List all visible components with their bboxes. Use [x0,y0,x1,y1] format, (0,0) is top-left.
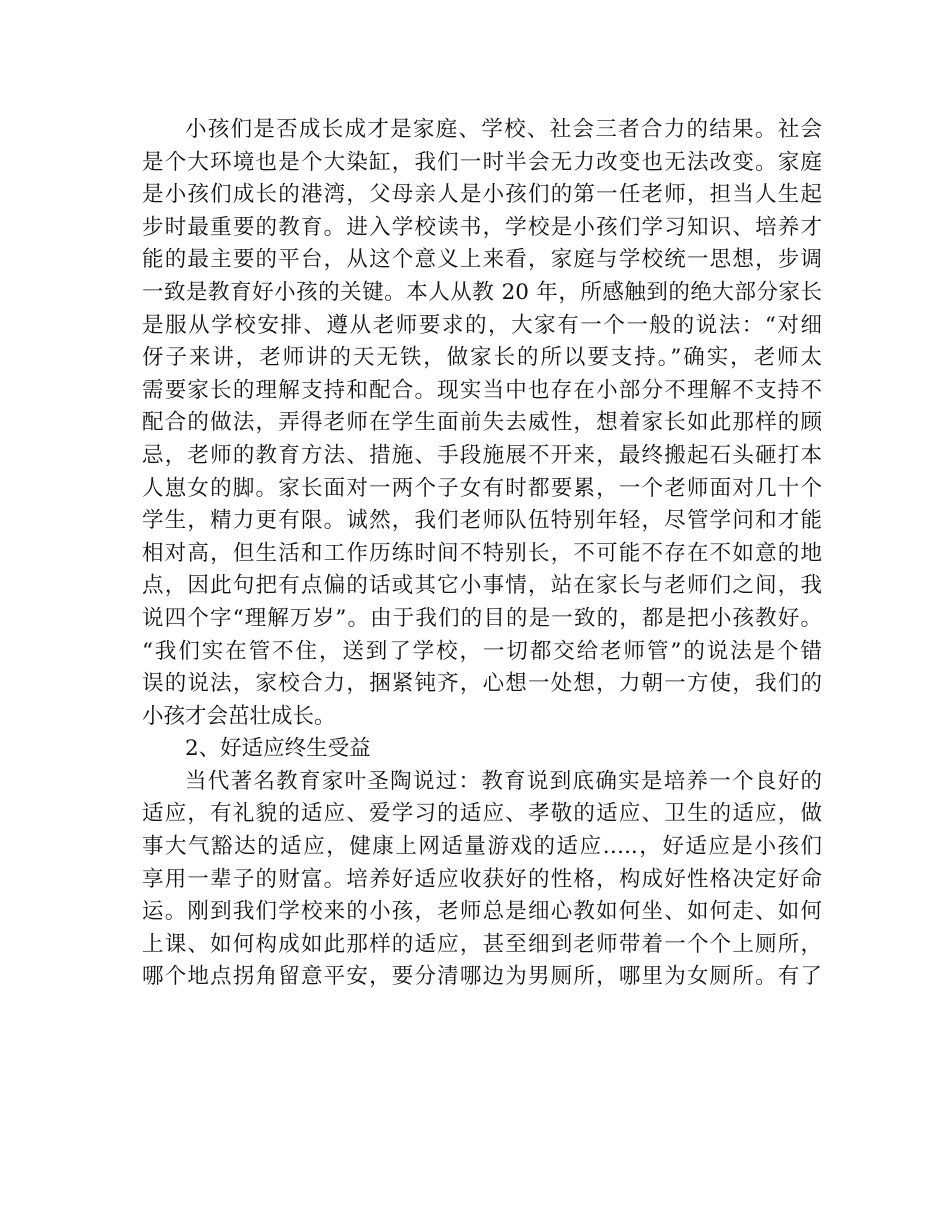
text-line: “我们实在管不住，送到了学校，一切都交给老师管”的说法是个错 [142,638,822,664]
body-text [142,114,822,994]
text-line: 小孩才会茁壮成长。 [142,703,336,729]
text-line: 学生，精力更有限。诚然，我们老师队伍特别年轻，尽管学问和才能 [142,508,822,534]
text-line: 能的最主要的平台，从这个意义上来看，家庭与学校统一思想，步调 [142,247,822,273]
text-line: 2、好适应终生受益 [185,736,371,762]
text-line: 适应，有礼貌的适应、爱学习的适应、孝敬的适应、卫生的适应，做 [142,801,822,827]
text-line: 步时最重要的教育。进入学校读书，学校是小孩们学习知识、培养才 [142,214,822,240]
text-line: 误的说法，家校合力，捆紧钝齐，心想一处想，力朝一方使，我们的 [142,671,822,697]
text-line: 伢子来讲，老师讲的天无铁，做家长的所以要支持。”确实，老师太 [142,345,822,371]
text-line: 点，因此句把有点偏的话或其它小事情，站在家长与老师们之间，我 [142,573,822,599]
text-line: 配合的做法，弄得老师在学生面前失去威性，想着家长如此那样的顾 [142,410,822,436]
text-line: 一致是教育好小孩的关键。本人从教 20 年，所感触到的绝大部分家长 [142,279,822,305]
text-line: 人崽女的脚。家长面对一两个子女有时都要累，一个老师面对几十个 [142,475,822,501]
text-line: 是个大环境也是个大染缸，我们一时半会无力改变也无法改变。家庭 [142,149,822,175]
text-line: 事大气豁达的适应，健康上网适量游戏的适应…..，好适应是小孩们 [142,834,822,860]
text-line: 上课、如何构成如此那样的适应，甚至细到老师带着一个个上厕所， [142,931,822,957]
text-line: 是小孩们成长的港湾，父母亲人是小孩们的第一任老师，担当人生起 [142,182,822,208]
text-line: 当代著名教育家叶圣陶说过：教育说到底确实是培养一个良好的 [185,768,822,794]
text-line: 相对高，但生活和工作历练时间不特别长，不可能不存在不如意的地 [142,540,822,566]
text-line: 需要家长的理解支持和配合。现实当中也存在小部分不理解不支持不 [142,377,822,403]
text-line: 哪个地点拐角留意平安，要分清哪边为男厕所，哪里为女厕所。有了 [142,964,822,990]
text-line: 享用一辈子的财富。培养好适应收获好的性格，构成好性格决定好命 [142,866,822,892]
text-line: 小孩们是否成长成才是家庭、学校、社会三者合力的结果。社会 [185,117,822,142]
text-line: 说四个字“理解万岁”。由于我们的目的是一致的，都是把小孩教好。 [142,605,822,631]
text-line: 是服从学校安排、遵从老师要求的，大家有一个一般的说法：“对细 [142,312,822,338]
text-line: 运。刚到我们学校来的小孩，老师总是细心教如何坐、如何走、如何 [142,899,822,925]
text-line: 忌，老师的教育方法、措施、手段施展不开来，最终搬起石头砸打本 [142,442,822,468]
